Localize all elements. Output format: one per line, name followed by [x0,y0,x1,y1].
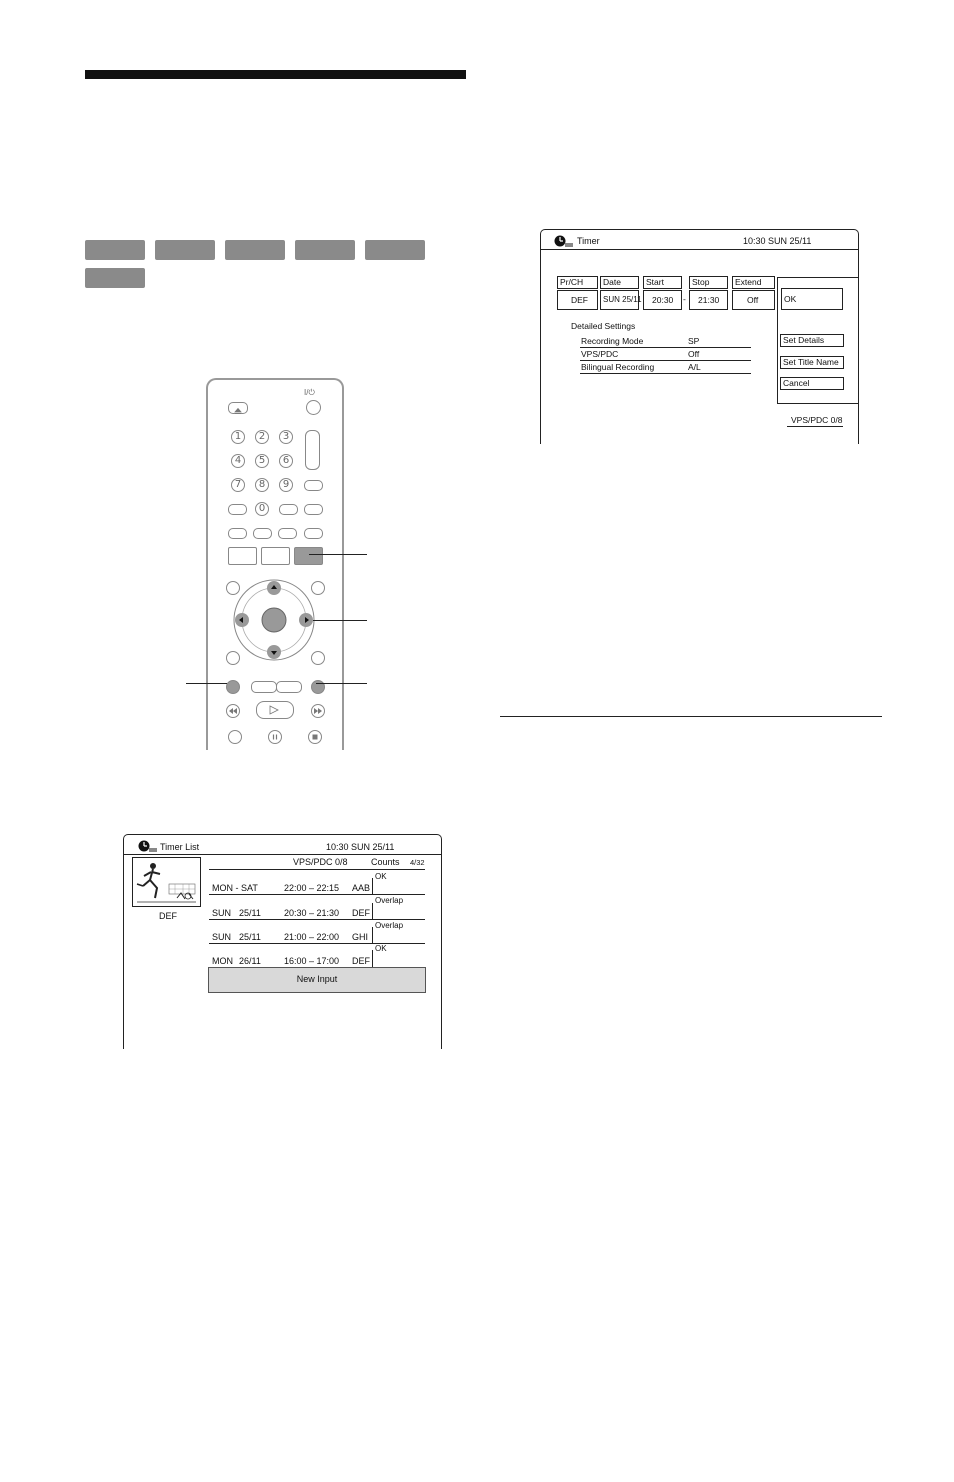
list-item[interactable] [209,895,425,919]
date-value: SUN 25/11 [603,295,642,304]
remote-control [206,378,344,750]
vps-pdc-value[interactable]: Off [688,349,700,359]
header-stop [689,276,728,289]
stop-icon [309,731,321,743]
row-status-divider [372,927,373,943]
header-date-label: Date [603,277,621,287]
function-button-1[interactable] [228,528,247,539]
row-date: 25/11 [239,932,261,942]
power-label: I/⏻ [304,388,315,397]
set-details-label: Set Details [783,335,825,345]
record-button[interactable] [228,730,242,744]
function-button-4[interactable] [304,528,323,539]
function-button-2[interactable] [253,528,272,539]
soccer-thumbnail-icon [133,858,200,906]
digit-6-button[interactable]: 6 [279,454,293,468]
date-field[interactable] [600,290,642,310]
stop-button[interactable] [308,730,322,744]
timer-vps-count: VPS/PDC 0/8 [791,415,843,425]
header-start-label: Start [646,277,664,287]
timer-list-title: Timer List [160,842,200,852]
digit-5-button[interactable]: 5 [255,454,269,468]
timer-title: Timer [577,236,600,246]
extend-value: Off [747,295,759,305]
new-input-button[interactable] [208,967,426,993]
menu-panel-left [777,277,778,403]
recording-mode-label: Recording Mode [581,336,644,346]
digit-0-button[interactable]: 0 [255,502,269,516]
fast-forward-icon [312,705,324,717]
row-time: 21:00 – 22:00 [284,932,340,942]
header-prch-label: Pr/CH [560,277,584,287]
power-button[interactable] [306,400,321,415]
pause-button[interactable] [268,730,282,744]
list-item[interactable] [209,870,425,894]
row-channel: DEF [352,908,370,918]
previous-button[interactable] [226,680,240,694]
digit-9-button[interactable]: 9 [279,478,293,492]
callout-next [316,683,367,684]
timer-screen [540,229,859,444]
row-channel: GHI [352,932,369,942]
timer-list-icon [138,839,158,853]
list-item[interactable] [209,944,425,967]
cancel-label: Cancel [783,378,810,388]
stop-field[interactable] [689,290,728,310]
ok-option[interactable] [781,288,843,310]
row-date: 25/11 [239,908,261,918]
aux-button-2[interactable] [304,504,323,515]
function-button-3[interactable] [278,528,297,539]
set-title-name-option[interactable] [780,356,844,369]
callout-timer [309,554,367,555]
cancel-option[interactable] [780,377,844,390]
fast-forward-button[interactable] [311,704,325,718]
row-days: MON - SAT [212,883,258,893]
counts-label: Counts [371,857,400,867]
extend-field[interactable] [732,290,775,310]
timer-list-clock: 10:30 SUN 25/11 [326,842,395,852]
timer-header-divider [541,249,858,250]
section-rule [500,716,882,717]
eject-button[interactable] [228,402,248,414]
menu-panel-top [777,277,858,278]
row-channel: DEF [352,956,370,966]
detail-underline-1 [580,347,751,348]
row-status: Overlap [375,921,404,930]
volume-rocker[interactable] [305,430,320,470]
ok-option-label: OK [784,294,797,304]
enter-button[interactable] [279,504,298,515]
menu-panel-bottom [777,403,858,404]
disc-chip-2 [155,240,215,260]
list-item[interactable] [209,920,425,943]
timer-list-screen [123,834,442,1049]
start-field[interactable] [643,290,682,310]
header-start [643,276,682,289]
digit-8-button[interactable]: 8 [255,478,269,492]
digit-1-button[interactable]: 1 [231,430,245,444]
disc-chip-1 [85,240,145,260]
timer-icon [554,234,574,248]
detail-underline-3 [580,373,751,374]
vps-underline [787,426,843,427]
timer-clock: 10:30 SUN 25/11 [743,236,812,246]
recording-mode-value[interactable]: SP [688,336,700,346]
callout-previous [186,683,227,684]
callout-arrows [313,620,367,621]
timer-list-header-divider [124,854,441,855]
dot-button[interactable] [228,504,247,515]
time-dash: - [683,294,686,304]
stop-value: 21:30 [698,295,720,305]
direction-pad[interactable] [232,578,316,662]
start-value: 20:30 [652,295,674,305]
vps-pdc-label: VPS/PDC [581,349,619,359]
disc-chip-5 [365,240,425,260]
row-time: 20:30 – 21:30 [284,908,340,918]
play-button[interactable] [256,701,294,719]
digit-2-button[interactable]: 2 [255,430,269,444]
set-title-name-label: Set Title Name [783,357,839,367]
detail-underline-2 [580,360,751,361]
row-days: MON [212,956,233,966]
header-prch [557,276,598,289]
row-time: 22:00 – 22:15 [284,883,340,893]
disc-chip-6 [85,268,145,288]
digit-4-button[interactable]: 4 [231,454,245,468]
prch-field[interactable] [557,290,598,310]
instant-advance-button[interactable] [276,681,302,693]
header-date [600,276,639,289]
digit-7-button[interactable]: 7 [231,478,245,492]
timer-list-vps: VPS/PDC 0/8 [293,857,348,867]
rewind-icon [227,705,239,717]
thumbnail-channel: DEF [159,911,177,921]
title-list-button[interactable] [261,547,290,565]
system-menu-button[interactable] [228,547,257,565]
row-channel: AAB [352,883,371,893]
row-time: 16:00 – 17:00 [284,956,340,966]
header-stop-label: Stop [692,277,710,287]
detailed-settings-title: Detailed Settings [571,321,636,331]
timer-button[interactable] [294,547,323,565]
new-input-label: New Input [296,974,338,984]
thumbnail [132,857,201,907]
row-date: 26/11 [239,956,261,966]
bilingual-value[interactable]: A/L [688,362,701,372]
row-days: SUN [212,932,232,942]
aux-button-1[interactable] [304,480,323,491]
prch-value: DEF [571,295,588,305]
row-status-divider [372,950,373,967]
row-status: Overlap [375,896,404,905]
header-extend-label: Extend [735,277,762,287]
row-status: OK [375,872,387,881]
disc-chip-4 [295,240,355,260]
set-details-option[interactable] [780,334,844,347]
pause-icon [269,731,281,743]
header-extend [732,276,775,289]
bilingual-label: Bilingual Recording [581,362,655,372]
heading-rule [85,70,466,79]
play-icon [257,702,293,718]
row-days: SUN [212,908,232,918]
row-status-divider [372,878,373,894]
instant-replay-button[interactable] [251,681,277,693]
row-status: OK [375,944,387,953]
counts-value: 4/32 [410,858,425,867]
digit-3-button[interactable]: 3 [279,430,293,444]
row-status-divider [372,903,373,919]
rewind-button[interactable] [226,704,240,718]
eject-icon [229,406,247,416]
disc-chip-3 [225,240,285,260]
